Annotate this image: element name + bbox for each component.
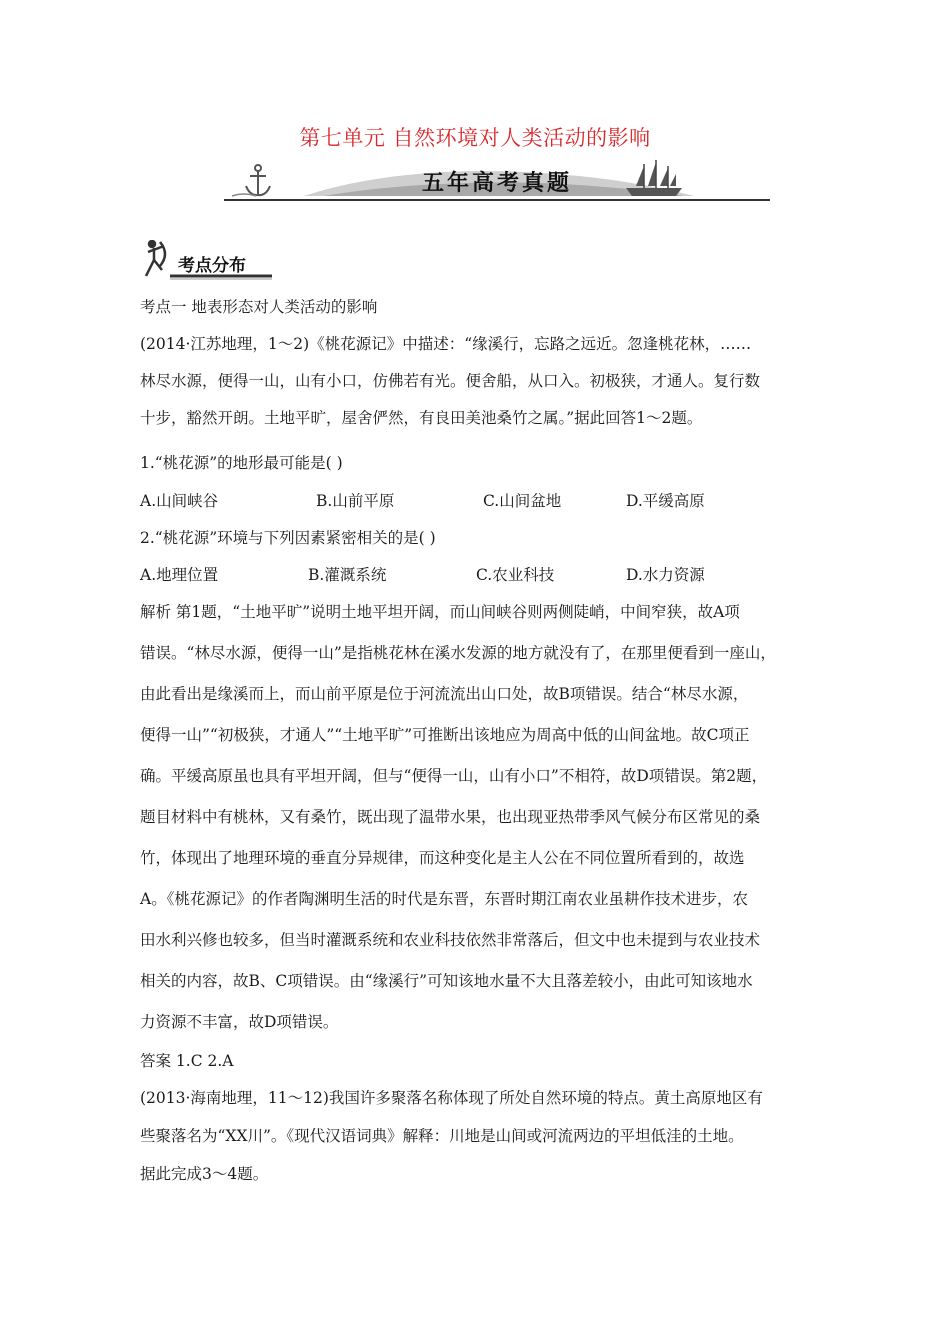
question-2-option-b: B.灌溉系统 <box>308 566 387 584</box>
page-title: 第七单元 自然环境对人类活动的影响 <box>299 126 651 150</box>
question-2-stem: 2.“桃花源”环境与下列因素紧密相关的是( ) <box>140 529 436 547</box>
question-2-option-c: C.农业科技 <box>476 566 555 584</box>
passage-line: 据此完成3～4题。 <box>140 1165 269 1183</box>
archer-icon <box>146 241 165 276</box>
point-title: 考点一 地表形态对人类活动的影响 <box>140 298 378 316</box>
passage-line: 十步，豁然开朗。土地平旷，屋舍俨然，有良田美池桑竹之属。”据此回答1～2题。 <box>140 409 703 427</box>
analysis-line: 力资源不丰富，故D项错误。 <box>140 1013 339 1031</box>
banner-title: 五年高考真题 <box>421 171 572 196</box>
passage-line: 些聚落名为“XX川”。《现代汉语词典》解释：川地是山间或河流两边的平坦低洼的土地。 <box>140 1127 744 1145</box>
question-2-option-d: D.水力资源 <box>626 566 705 584</box>
analysis-line: 确。平缓高原虽也具有平坦开阔，但与“便得一山，山有小口”不相符，故D项错误。第2题， <box>140 767 768 785</box>
passage-line: (2014·江苏地理，1～2)《桃花源记》中描述：“缘溪行，忘路之远近。忽逢桃花林，…… <box>140 335 752 353</box>
section-banner <box>224 158 770 204</box>
analysis-line: 解析 第1题，“土地平旷”说明土地平坦开阔，而山间峡谷则两侧陡峭，中间窄狭，故A项 <box>140 603 740 621</box>
passage-line: 林尽水源，便得一山，山有小口，仿佛若有光。便舍船，从口入。初极狭，才通人。复行数 <box>140 372 761 390</box>
question-1-option-c: C.山间盆地 <box>483 492 562 510</box>
question-1-option-a: A.山间峡谷 <box>140 492 219 510</box>
analysis-line: 由此看出是缘溪而上，而山前平原是位于河流流出山口处，故B项错误。结合“林尽水源， <box>140 685 749 703</box>
analysis-line: 题目材料中有桃林，又有桑竹，既出现了温带水果，也出现亚热带季风气候分布区常见的桑 <box>140 808 761 826</box>
analysis-line: 相关的内容，故B、C项错误。由“缘溪行”可知该地水量不大且落差较小，由此可知该地水 <box>140 972 753 990</box>
analysis-line: 错误。“林尽水源，便得一山”是指桃花林在溪水发源的地方就没有了，在那里便看到一座山， <box>140 644 776 662</box>
question-1-option-b: B.山前平原 <box>316 492 395 510</box>
analysis-line: A。《桃花源记》的作者陶渊明生活的时代是东晋，东晋时期江南农业虽耕作技术进步，农 <box>140 890 748 908</box>
section-heading <box>140 240 280 280</box>
passage-line: (2013·海南地理，11～12)我国许多聚落名称体现了所处自然环境的特点。黄土高原地区有 <box>140 1089 763 1107</box>
question-2-option-a: A.地理位置 <box>140 566 219 584</box>
analysis-line: 便得一山”“初极狭，才通人”“土地平旷”可推断出该地应为周高中低的山间盆地。故C项正 <box>140 726 750 744</box>
answer: 答案 1.C 2.A <box>140 1052 234 1070</box>
section-label: 考点分布 <box>178 256 246 276</box>
analysis-line: 田水利兴修也较多，但当时灌溉系统和农业科技依然非常落后，但文中也未提到与农业技术 <box>140 931 761 949</box>
analysis-line: 竹，体现出了地理环境的垂直分异规律，而这种变化是主人公在不同位置所看到的，故选 <box>140 849 745 867</box>
question-1-option-d: D.平缓高原 <box>626 492 705 510</box>
question-1-stem: 1.“桃花源”的地形最可能是( ) <box>140 454 343 472</box>
